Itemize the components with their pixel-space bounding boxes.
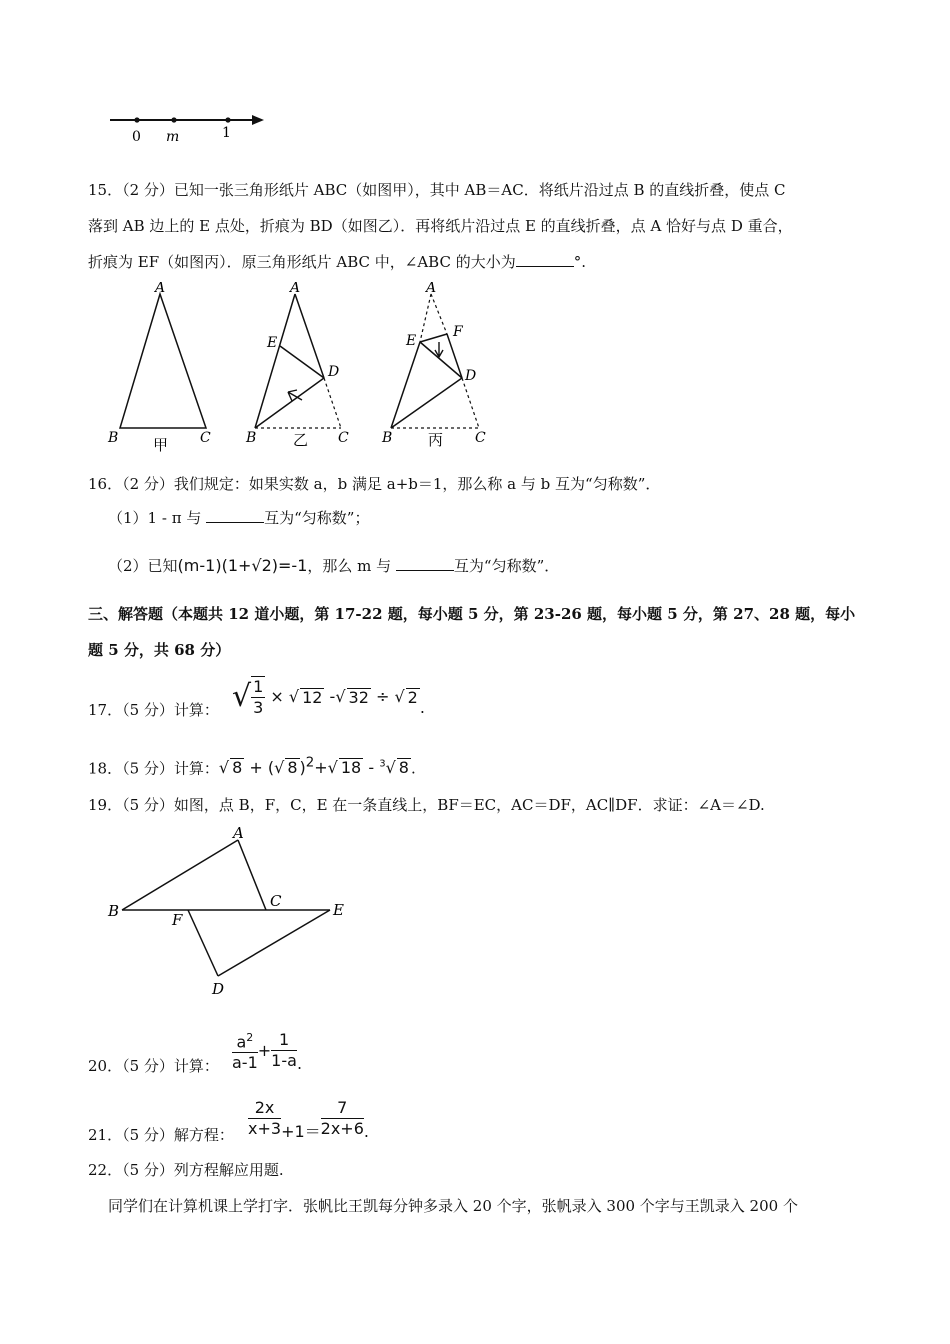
label-f: F <box>453 324 463 340</box>
q17-frac-den: 3 <box>253 698 264 717</box>
number-line-figure <box>100 105 280 150</box>
q17-expression: √ $\frac{1}{3}$ × √ 12 -√ 32 ÷ √ 2. <box>232 677 425 717</box>
q17-number: 17． <box>88 701 123 719</box>
q22-number: 22． <box>88 1161 123 1179</box>
q21-den1: x+3 <box>248 1119 282 1138</box>
q17-end: . <box>419 698 425 717</box>
q19-line <box>88 795 765 815</box>
q21-line <box>88 1125 234 1145</box>
q16-part2-blank[interactable] <box>396 556 454 571</box>
label-e: E <box>267 335 278 351</box>
q18-expression: √ 8 + (√ 8 )$^2$+√ 18 - $^3$√ 8 <box>218 756 409 778</box>
segment-ac <box>238 840 266 910</box>
label-1: 1 <box>222 125 231 141</box>
label-b: B <box>108 902 120 920</box>
q17-score: （5 分） <box>122 701 174 719</box>
label-m: m <box>166 129 180 145</box>
section3-heading-2: 题 5 分，共 68 分） <box>88 641 231 659</box>
q17-radicand-12: 12 <box>302 687 323 707</box>
label-a: A <box>233 824 244 842</box>
q15-degree: °. <box>573 253 587 271</box>
q21-end: . <box>363 1122 369 1141</box>
q16-number: 16． <box>88 475 123 493</box>
segment-fd <box>188 910 218 976</box>
q18-radicand-8: 8 <box>232 758 243 778</box>
segment-af-dashed <box>431 294 447 334</box>
q18-number: 18． <box>88 759 123 778</box>
q20-text: 计算： <box>173 1057 219 1075</box>
label-e: E <box>333 901 344 919</box>
segment-eb <box>391 342 420 428</box>
segment-ad <box>295 294 324 378</box>
label-e: E <box>406 333 417 349</box>
segment-dc-dashed <box>324 378 341 428</box>
q16-part1 <box>108 508 369 528</box>
q15-score: （2 分） <box>122 181 174 199</box>
q19-score: （5 分） <box>122 796 174 814</box>
q19-text: 如图，点 B，F，C，E 在一条直线上，BF＝EC，AC＝DF，AC∥DF．求证：∠A＝∠D. <box>173 796 765 814</box>
label-d: D <box>328 364 340 380</box>
q16-text-1: 我们规定：如果实数 a，b 满足 a+b＝1，那么称 a 与 b 互为“匀称数”． <box>173 475 661 493</box>
q15-number: 15． <box>88 181 123 199</box>
q17-radicand-32: 32 <box>348 687 369 707</box>
figure-bing <box>375 282 500 457</box>
q15-text-1: 已知一张三角形纸片 ABC（如图甲），其中 AB＝AC．将纸片沿过点 B 的直线折叠，使点 C <box>173 181 786 199</box>
point-m <box>171 117 176 122</box>
q18-radicand-8b: 8 <box>287 758 298 778</box>
segment-ba <box>122 840 238 910</box>
q18-plus-open: + ( <box>249 758 275 778</box>
caption-yi: 乙 <box>293 431 309 449</box>
q17-frac-num: 1 <box>253 677 264 696</box>
q20-num1-exp: 2 <box>246 1031 254 1044</box>
q16-line1 <box>88 474 660 494</box>
point-1 <box>225 117 230 122</box>
q21-num2: 7 <box>321 1098 364 1119</box>
q18-plus: + <box>314 758 328 778</box>
q22-text: 列方程解应用题. <box>173 1161 284 1179</box>
q16-part1-blank[interactable] <box>206 508 264 523</box>
q21-text: 解方程： <box>173 1126 234 1144</box>
q20-expression <box>232 1028 302 1073</box>
segment-bd <box>391 378 462 428</box>
q15-answer-blank[interactable] <box>516 252 574 267</box>
q20-num2: 1 <box>271 1030 297 1051</box>
q21-score: （5 分） <box>122 1126 174 1144</box>
q21-den2: 2x+6 <box>320 1119 364 1138</box>
label-a: A <box>155 282 166 296</box>
q18-line <box>88 754 416 778</box>
figure-jia <box>100 282 230 457</box>
q15-line3 <box>88 252 586 272</box>
label-c: C <box>338 430 349 446</box>
label-a: A <box>290 282 301 296</box>
q21-num1: 2x <box>248 1098 281 1119</box>
segment-dc-dashed <box>462 378 479 428</box>
segment-ae-dashed <box>420 294 431 342</box>
point-0 <box>134 117 139 122</box>
q20-score: （5 分） <box>122 1057 174 1075</box>
section3-heading-1: 三、解答题（本题共 12 道小题，第 17-22 题，每小题 5 分，第 23-26 题，每小题 5 分，第 27、28 题，每小 <box>88 605 856 623</box>
label-c: C <box>270 892 282 910</box>
label-a: A <box>426 282 437 296</box>
figure-yi <box>240 282 365 457</box>
caption-bing: 丙 <box>428 431 444 449</box>
q16-part2-text: （2）已知 <box>108 557 178 575</box>
q18-cube-index: 3 <box>379 759 386 770</box>
q22-score: （5 分） <box>122 1161 174 1179</box>
label-b: B <box>246 430 257 446</box>
segment-bd <box>255 378 324 428</box>
segment-ed <box>280 346 324 378</box>
q18-exponent: 2 <box>305 756 315 771</box>
q17-text: 计算： <box>173 701 219 719</box>
q17-line <box>88 700 219 720</box>
label-c: C <box>200 430 211 446</box>
q21-expression <box>248 1098 369 1142</box>
q18-minus: - <box>368 758 375 778</box>
q16-part2-expression: (m-1)(1+√2)=-1 <box>177 556 308 575</box>
q22-line <box>88 1160 284 1180</box>
q15-text-3: 折痕为 EF（如图丙）．原三角形纸片 ABC 中，∠ABC 的大小为 <box>88 253 516 271</box>
q22-body: 同学们在计算机课上学打字．张帆比王凯每分钟多录入 20 个字，张帆录入 300 个字与王凯录入 200 个 <box>108 1197 798 1215</box>
q21-number: 21． <box>88 1126 123 1144</box>
q16-score: （2 分） <box>122 475 174 493</box>
label-b: B <box>108 430 119 446</box>
q16-part1-suffix: 互为“匀称数”； <box>264 509 370 527</box>
segment-de <box>218 910 330 976</box>
q15-line2 <box>88 216 793 236</box>
number-line-arrow <box>252 115 264 125</box>
label-d: D <box>212 980 225 998</box>
segment-ef <box>420 334 447 342</box>
q16-part2-suffix: 互为“匀称数”． <box>453 557 560 575</box>
label-c: C <box>475 430 486 446</box>
q16-part2 <box>108 556 559 576</box>
label-0: 0 <box>132 129 141 145</box>
q16-part1-text: （1）1 - π 与 <box>108 509 202 527</box>
q18-text: 计算： <box>173 759 219 778</box>
q18-close: ) <box>299 758 306 778</box>
q20-number: 20． <box>88 1057 123 1075</box>
q19-number: 19． <box>88 796 123 814</box>
caption-jia: 甲 <box>153 436 169 454</box>
q18-cube-radicand: 8 <box>398 758 409 778</box>
fold-arrow-icon <box>435 342 443 357</box>
q20-end: . <box>296 1054 303 1074</box>
label-d: D <box>465 368 477 384</box>
figure-q19 <box>100 822 360 1002</box>
label-b: B <box>382 430 393 446</box>
q20-plus: + <box>257 1041 272 1061</box>
q17-radicand-2: 2 <box>407 687 418 707</box>
q18-score: （5 分） <box>122 759 174 778</box>
q15-line1 <box>88 180 786 200</box>
segment-ab <box>255 294 295 428</box>
q20-line <box>88 1056 219 1076</box>
q20-num1: a <box>236 1032 247 1052</box>
q16-part2-mid: ，那么 m 与 <box>307 557 392 575</box>
q15-text-2: 落到 AB 边上的 E 点处，折痕为 BD（如图乙）．再将纸片沿过点 E 的直线折叠，点 A 恰好与点 D 重合， <box>88 217 793 235</box>
label-f: F <box>172 911 183 929</box>
q18-radicand-18: 18 <box>340 758 362 778</box>
q20-den2: 1-a <box>271 1051 297 1071</box>
q21-mid: +1＝ <box>281 1122 321 1141</box>
q20-den1: a-1 <box>232 1053 258 1073</box>
q18-end: . <box>410 759 416 778</box>
triangle-abc <box>120 294 206 428</box>
